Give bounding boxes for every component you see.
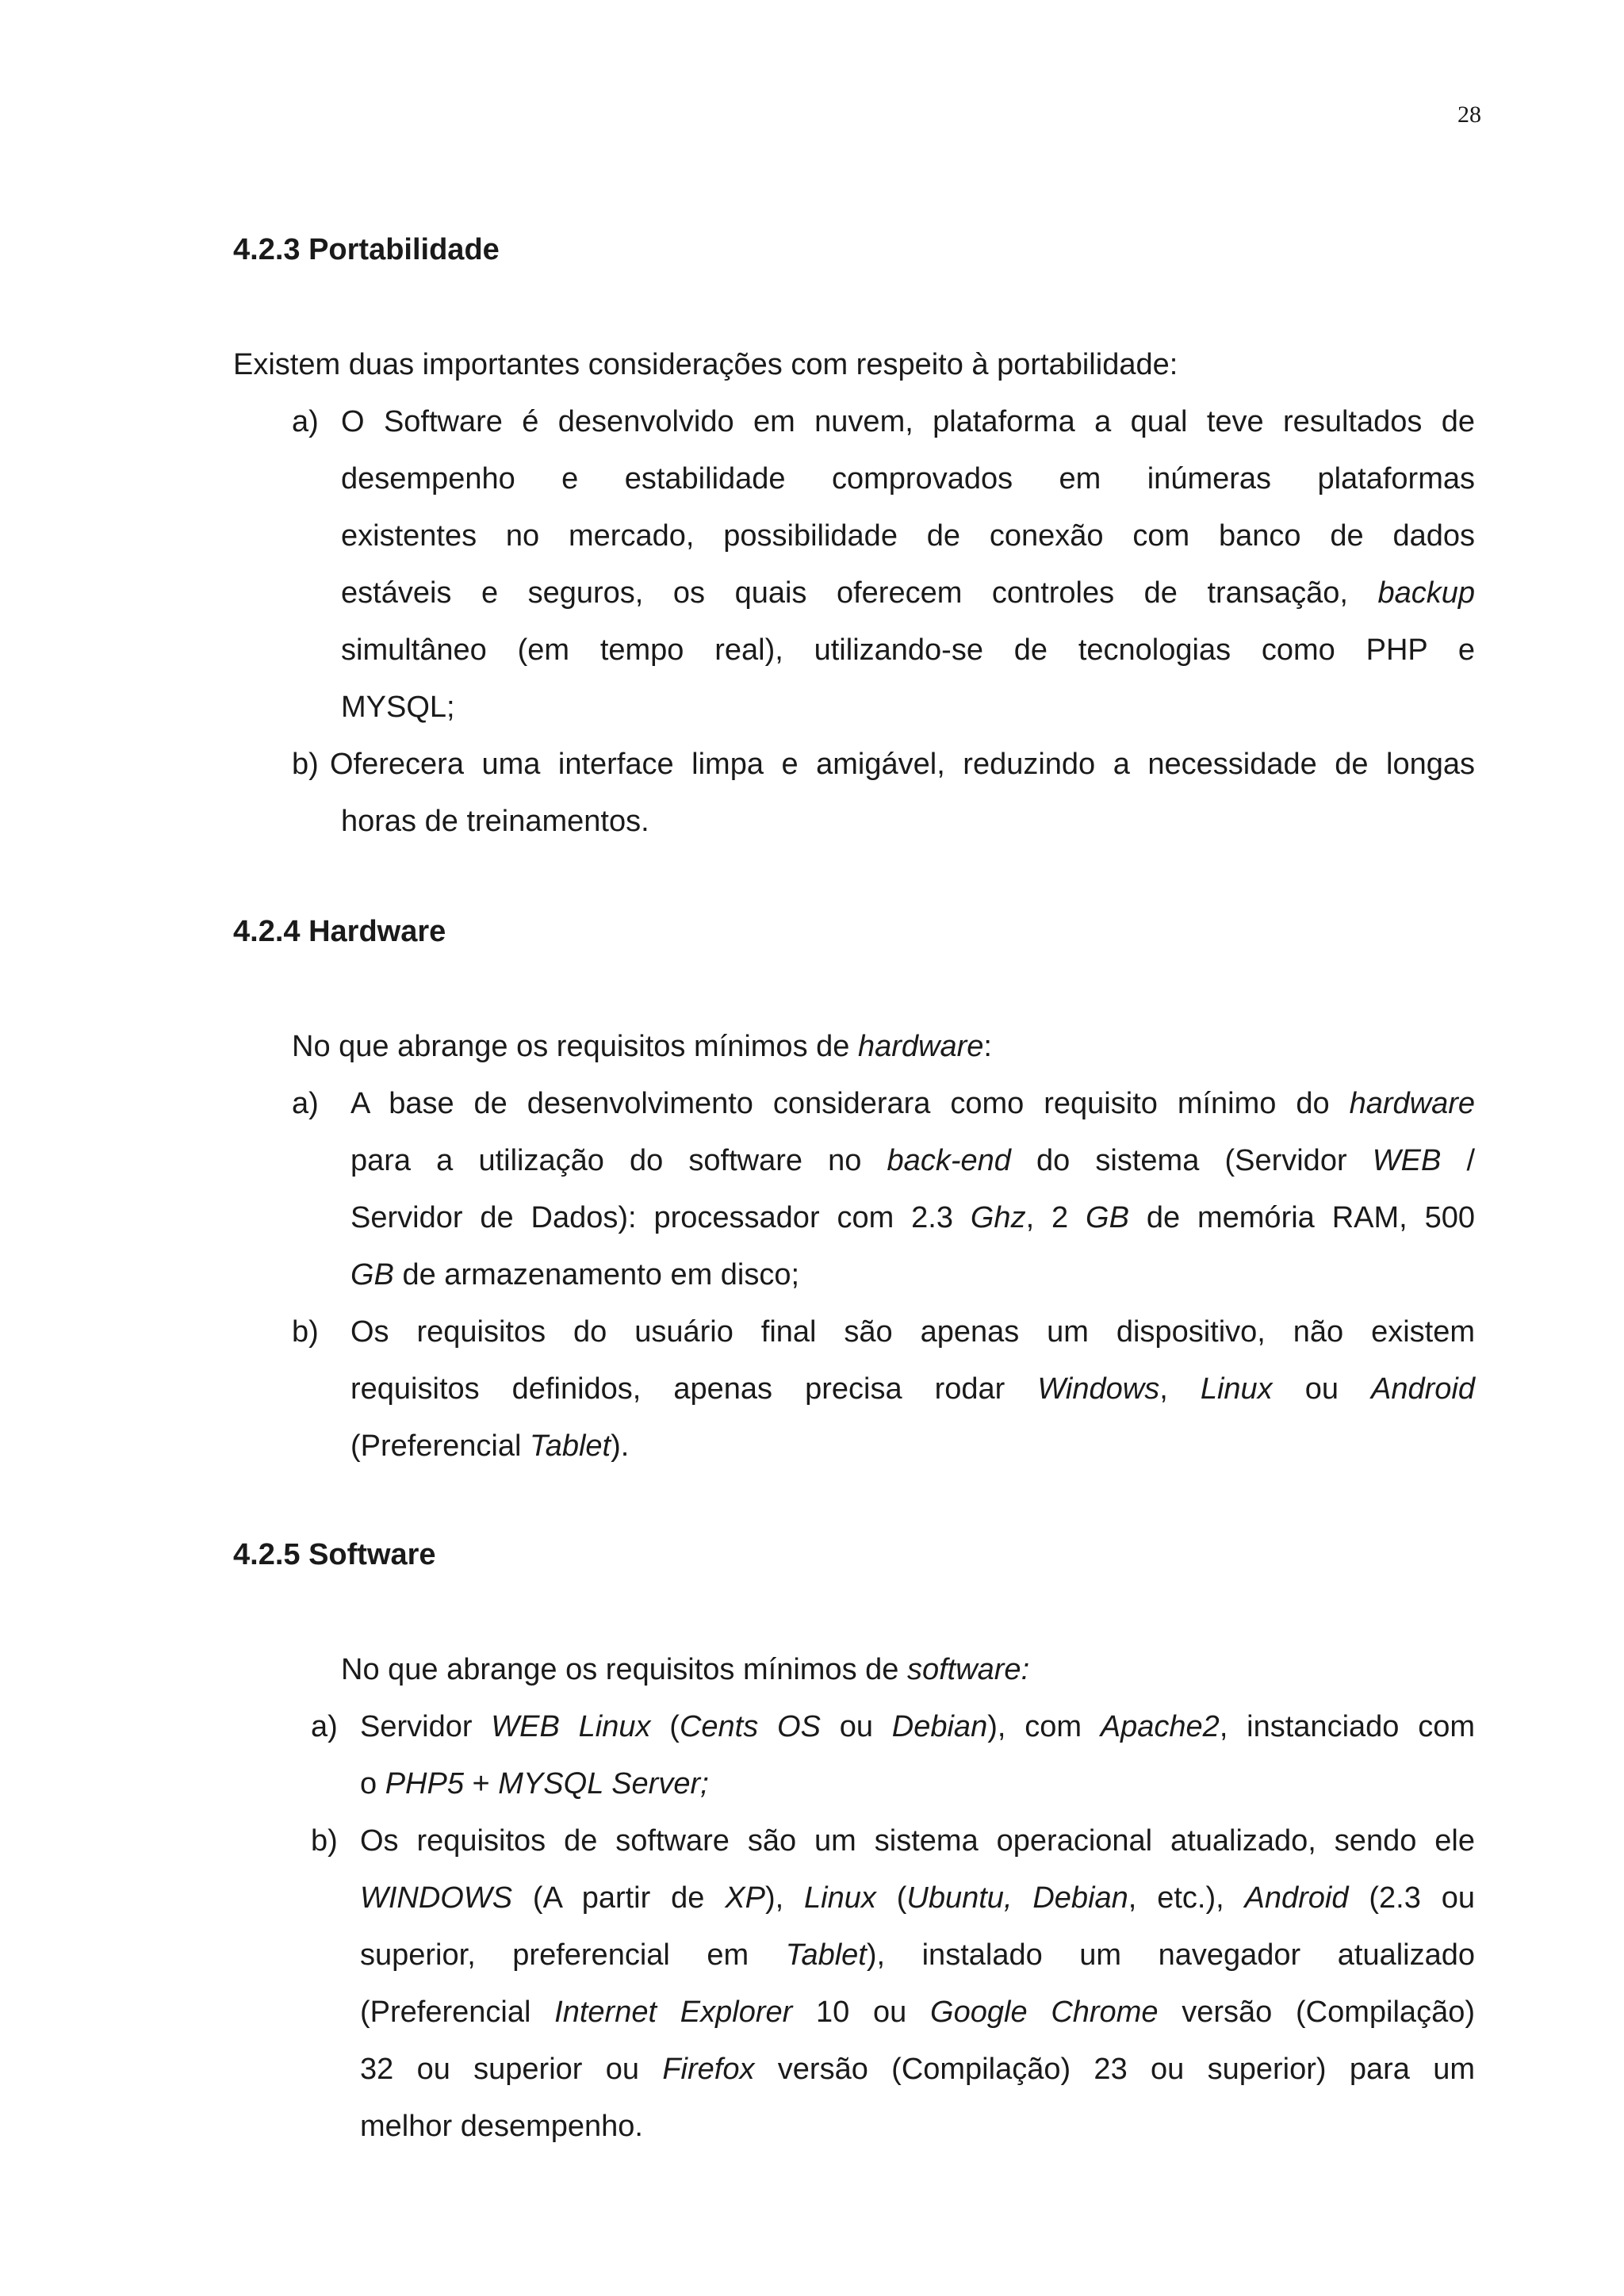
section-intro-portabilidade: Existem duas importantes considerações com respeito à portabilidade: bbox=[233, 348, 1178, 381]
text-line: MYSQL; bbox=[341, 691, 455, 724]
page-number: 28 bbox=[1457, 101, 1481, 128]
section-heading-software: 4.2.5 Software bbox=[233, 1538, 436, 1571]
list-marker: a) bbox=[292, 1087, 319, 1120]
text-line: superior, preferencial em Tablet), instalado um navegador atualizado bbox=[360, 1938, 1475, 1972]
text-line: WINDOWS (A partir de XP), Linux (Ubuntu, Debian, etc.), Android (2.3 ou bbox=[360, 1881, 1475, 1915]
text-line: GB de armazenamento em disco; bbox=[350, 1258, 800, 1292]
text-line: requisitos definidos, apenas precisa rodar Windows, Linux ou Android bbox=[350, 1372, 1476, 1406]
text-line: Servidor WEB Linux (Cents OS ou Debian), com Apache2, instanciado com bbox=[360, 1710, 1475, 1743]
section-heading-hardware: 4.2.4 Hardware bbox=[233, 915, 446, 948]
text-line: (Preferencial Internet Explorer 10 ou Google Chrome versão (Compilação) bbox=[360, 1996, 1475, 2029]
list-marker: b) bbox=[292, 748, 319, 781]
list-marker: a) bbox=[292, 405, 319, 438]
list-item-software-b bbox=[311, 1812, 1475, 2155]
text-line: A base de desenvolvimento considerara como requisito mínimo do hardware bbox=[350, 1087, 1475, 1120]
text-line: simultâneo (em tempo real), utilizando-se de tecnologias como PHP e bbox=[341, 633, 1475, 667]
section-heading-portabilidade: 4.2.3 Portabilidade bbox=[233, 233, 500, 266]
text-line: estáveis e seguros, os quais oferecem controles de transação, backup bbox=[341, 576, 1475, 610]
text-line: para a utilização do software no back-end do sistema (Servidor WEB / bbox=[350, 1144, 1476, 1177]
text-line: Servidor de Dados): processador com 2.3 Ghz, 2 GB de memória RAM, 500 bbox=[350, 1201, 1475, 1234]
text-line: O Software é desenvolvido em nuvem, plataforma a qual teve resultados de bbox=[341, 405, 1475, 438]
text-line: 32 ou superior ou Firefox versão (Compilação) 23 ou superior) para um bbox=[360, 2053, 1475, 2086]
section-intro-hardware: No que abrange os requisitos mínimos de hardware: bbox=[292, 1030, 992, 1063]
text-line: melhor desempenho. bbox=[360, 2110, 643, 2143]
list-item-software-a bbox=[311, 1698, 1475, 1812]
text-line: o PHP5 + MYSQL Server; bbox=[360, 1767, 709, 1800]
text-line: Oferecera uma interface limpa e amigável, reduzindo a necessidade de longas bbox=[330, 748, 1475, 781]
list-item-portabilidade-a bbox=[292, 393, 1475, 736]
list-marker: a) bbox=[311, 1710, 338, 1743]
text-line: Os requisitos de software são um sistema operacional atualizado, sendo ele bbox=[360, 1824, 1475, 1858]
list-item-portabilidade-b bbox=[292, 736, 1475, 850]
text-line: desempenho e estabilidade comprovados em inúmeras plataformas bbox=[341, 462, 1475, 496]
text-line: Os requisitos do usuário final são apenas um dispositivo, não existem bbox=[350, 1315, 1475, 1349]
list-marker: b) bbox=[292, 1315, 319, 1349]
list-marker: b) bbox=[311, 1824, 338, 1858]
text-line: (Preferencial Tablet). bbox=[350, 1429, 630, 1463]
list-item-hardware-a bbox=[292, 1075, 1475, 1303]
list-item-hardware-b bbox=[292, 1303, 1475, 1475]
text-line: horas de treinamentos. bbox=[341, 805, 649, 838]
section-intro-software: No que abrange os requisitos mínimos de software: bbox=[341, 1653, 1030, 1686]
text-line: existentes no mercado, possibilidade de conexão com banco de dados bbox=[341, 519, 1475, 553]
